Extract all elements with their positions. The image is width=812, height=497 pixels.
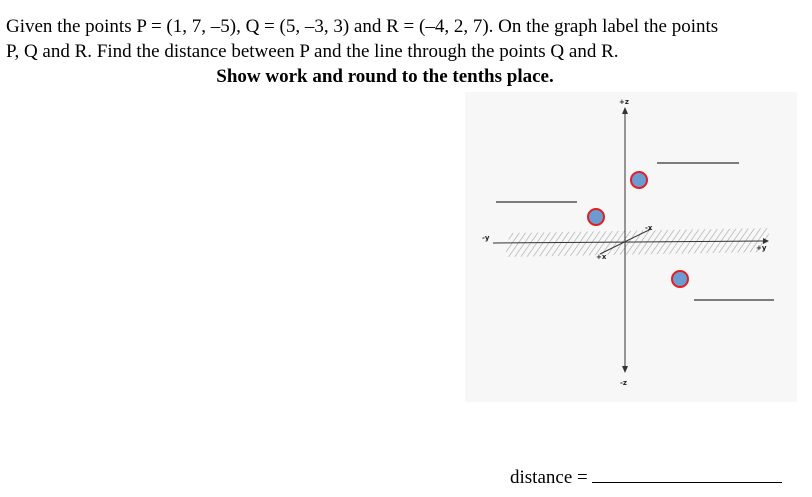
graph-svg	[465, 92, 797, 402]
neg-x-label: -x	[645, 224, 653, 232]
problem-line-2: P, Q and R. Find the distance between P and the line through the points Q and R.	[6, 41, 619, 62]
pos-z-label: +z	[619, 98, 629, 106]
distance-answer-blank[interactable]	[592, 463, 782, 483]
problem-line-1: Given the points P = (1, 7, –5), Q = (5, –3, 3) and R = (–4, 2, 7). On the graph label the points	[6, 16, 719, 37]
pos-y-label: +y	[756, 244, 767, 252]
distance-label: distance =	[510, 467, 588, 488]
point-marker-left[interactable]	[588, 209, 604, 225]
neg-z-label: -z	[620, 379, 627, 387]
3d-coordinate-graph	[465, 92, 797, 402]
instruction-text: Show work and round to the tenths place.	[216, 66, 554, 87]
point-marker-lower[interactable]	[672, 271, 688, 287]
distance-answer-row	[510, 463, 782, 490]
neg-y-label: -y	[482, 234, 490, 242]
point-marker-upper[interactable]	[631, 172, 647, 188]
problem-statement	[6, 14, 806, 64]
pos-x-label: +x	[596, 253, 607, 261]
